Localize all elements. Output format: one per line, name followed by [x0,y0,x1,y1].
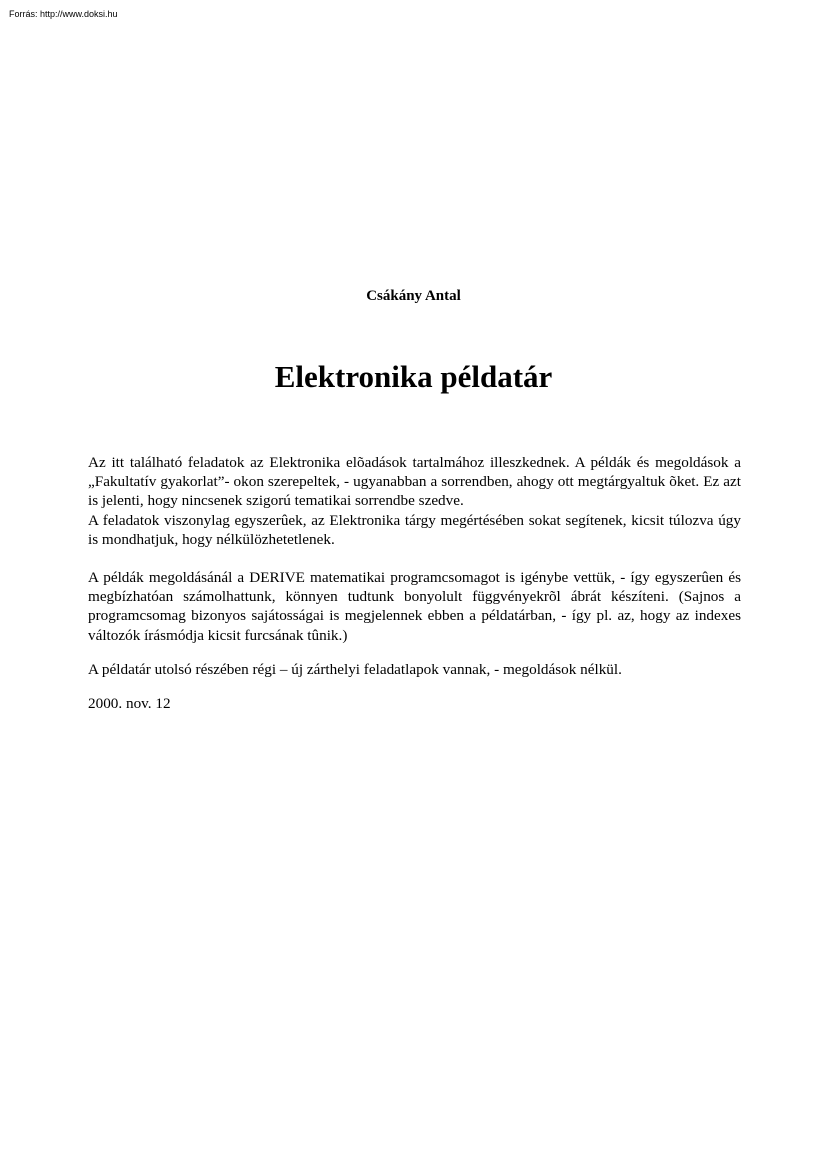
paragraph-difficulty: A feladatok viszonylag egyszerûek, az Elektronika tárgy megértésében sokat segítenek, kicsit túlozva úgy is mondhatjuk, hogy nélkülözhetetlenek. [88,511,741,548]
document-title: Elektronika példatár [274,359,553,394]
paragraph-gap [88,549,741,568]
author-name: Csákány Antal [366,288,461,304]
paragraph-exams: A példatár utolsó részében régi – új zárthelyi feladatlapok vannak, - megoldások nélkül. [88,660,622,678]
document-body [88,453,741,713]
paragraph-intro: Az itt található feladatok az Elektronika elõadások tartalmához illeszkednek. A példák és megoldások a „Fakultatív gyakorlat”- okon szerepeltek, - ugyanabban a sorrendben, ahogy ott megtárgyaltuk õket. Ez azt is jelenti, hogy nincsenek szigorú tematikai sorrendbe szedve. [88,454,741,510]
paragraph-gap [88,679,741,694]
source-line: Forrás: http://www.doksi.hu [9,9,118,19]
paragraph-gap [88,645,741,660]
document-date: 2000. nov. 12 [88,695,171,713]
paragraph-derive: A példák megoldásánál a DERIVE matematikai programcsomagot is igénybe vettük, - így egyszerûen és megbízhatóan számolhattunk, könnyen tudtunk bonyolult függvényekrõl ábrát készíteni. (Sajnos a programcsomag bizonyos sajátosságai is megjelennek ebben a példatárban, - így pl. az, hogy az indexes változók írásmódja kicsit furcsának tûnik.) [88,569,741,644]
